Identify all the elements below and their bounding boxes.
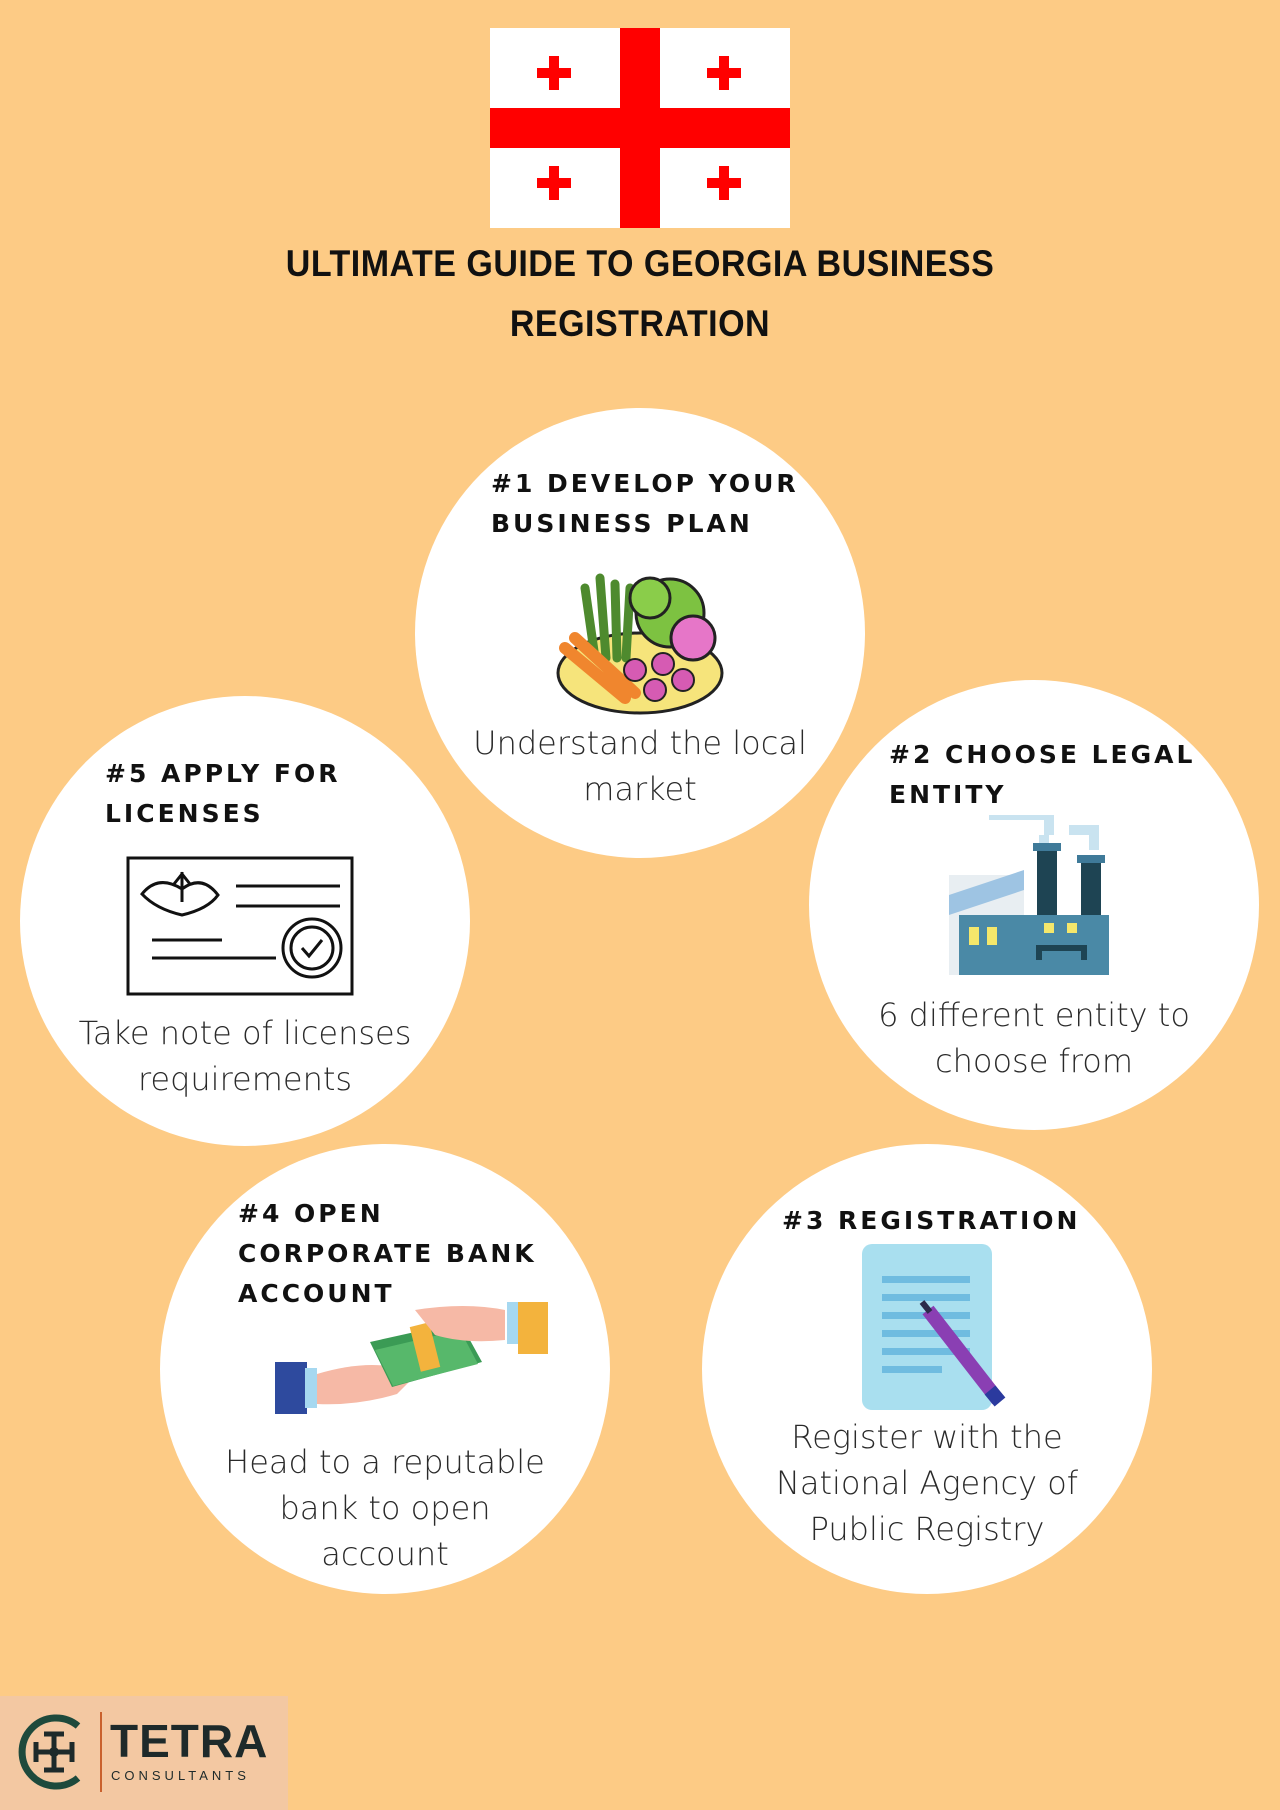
step-5-description bbox=[45, 1010, 445, 1102]
logo-name: TETRA bbox=[110, 1715, 269, 1767]
step-5-heading bbox=[105, 754, 340, 834]
step-2-desc-line: choose from bbox=[934, 1042, 1134, 1080]
step-1-heading-line: #1 DEVELOP YOUR bbox=[491, 469, 799, 498]
money-handover-icon bbox=[275, 1302, 555, 1426]
step-2-circle bbox=[809, 680, 1259, 1130]
step-2-heading bbox=[889, 735, 1195, 815]
step-4-heading-line: #4 OPEN bbox=[238, 1199, 384, 1228]
step-1-description bbox=[440, 720, 840, 812]
step-3-heading bbox=[782, 1201, 1080, 1241]
document-pencil-icon bbox=[862, 1244, 1022, 1418]
step-4-circle bbox=[160, 1144, 610, 1594]
factory-icon bbox=[949, 815, 1119, 989]
step-5-circle bbox=[20, 696, 470, 1146]
logo-tagline: CONSULTANTS bbox=[111, 1768, 250, 1783]
georgia-flag-icon bbox=[490, 28, 790, 228]
step-4-heading-line: CORPORATE BANK bbox=[238, 1239, 537, 1268]
step-4-desc-line: Head to a reputable bbox=[225, 1443, 545, 1481]
step-5-heading-line: #5 APPLY FOR bbox=[105, 759, 341, 788]
step-3-description bbox=[727, 1414, 1127, 1552]
title-line-1: ULTIMATE GUIDE TO GEORGIA BUSINESS bbox=[285, 243, 995, 284]
title-line-2: REGISTRATION bbox=[509, 303, 771, 344]
logo-divider bbox=[100, 1712, 102, 1792]
tetra-logo bbox=[0, 1696, 288, 1810]
step-3-circle bbox=[702, 1144, 1152, 1594]
step-3-desc-line: National Agency of bbox=[775, 1464, 1079, 1502]
step-2-heading-line: #2 CHOOSE LEGAL bbox=[889, 740, 1196, 769]
step-2-heading-line: ENTITY bbox=[889, 780, 1007, 809]
step-4-heading bbox=[238, 1194, 537, 1314]
step-1-circle bbox=[415, 408, 865, 858]
step-2-desc-line: 6 different entity to bbox=[878, 996, 1190, 1034]
page-title bbox=[272, 234, 1008, 354]
step-5-heading-line: LICENSES bbox=[105, 799, 264, 828]
step-4-description bbox=[185, 1439, 585, 1577]
step-4-heading-line: ACCOUNT bbox=[238, 1279, 395, 1308]
step-4-desc-line: account bbox=[321, 1535, 449, 1573]
step-5-desc-line: Take note of licenses bbox=[78, 1014, 412, 1052]
step-5-desc-line: requirements bbox=[137, 1060, 353, 1098]
step-1-desc-line: market bbox=[583, 770, 697, 808]
license-certificate-icon bbox=[126, 856, 356, 1002]
step-2-description bbox=[834, 992, 1234, 1084]
step-1-heading-line: BUSINESS PLAN bbox=[491, 509, 753, 538]
step-1-heading bbox=[491, 464, 799, 544]
tetra-logo-icon bbox=[14, 1712, 94, 1796]
step-1-desc-line: Understand the local bbox=[473, 724, 807, 762]
step-3-desc-line: Register with the bbox=[791, 1418, 1063, 1456]
vegetable-bowl-icon bbox=[545, 558, 735, 722]
step-4-desc-line: bank to open bbox=[279, 1489, 491, 1527]
step-3-desc-line: Public Registry bbox=[809, 1510, 1045, 1548]
step-3-heading-line: #3 REGISTRATION bbox=[782, 1206, 1081, 1235]
